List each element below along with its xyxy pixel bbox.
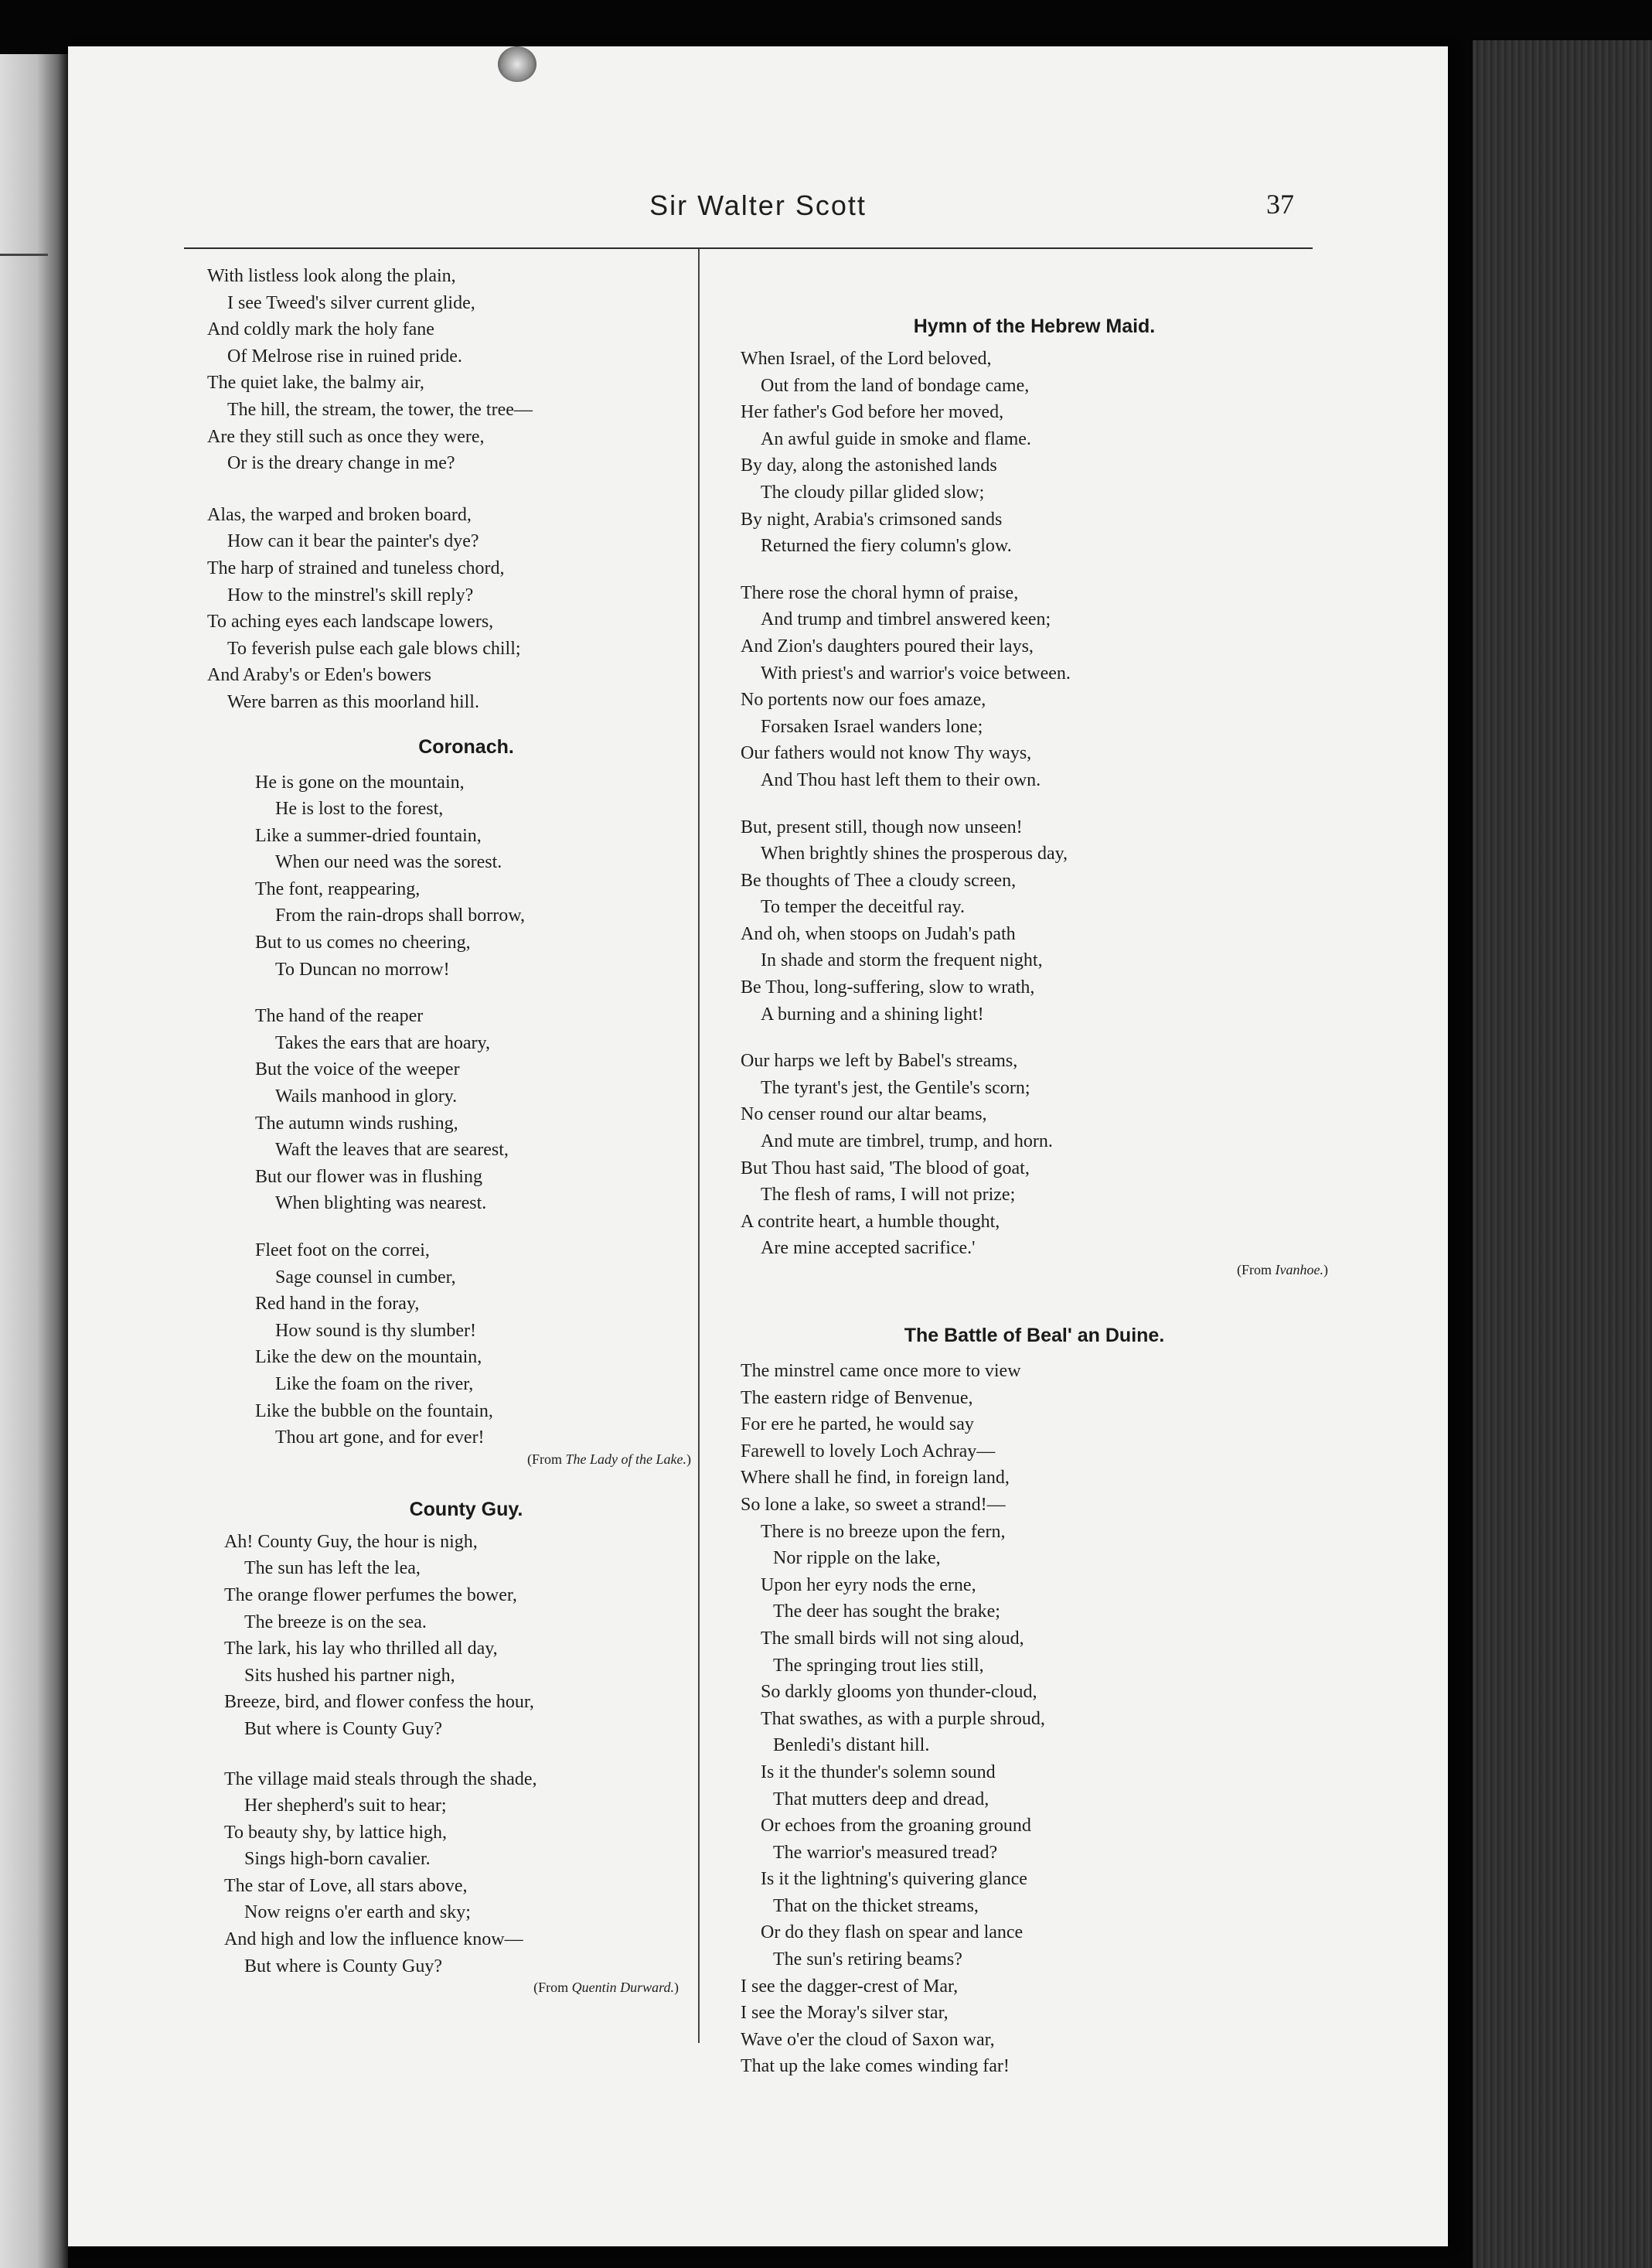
poem-line: The minstrel came once more to view [741,1361,1021,1381]
poem-line: When Israel, of the Lord beloved, [741,349,992,369]
poem-line: The springing trout lies still, [773,1655,984,1676]
attribution-work: Quentin Durward. [571,1980,674,1996]
poem-line: Like the bubble on the fountain, [255,1400,493,1421]
poem-line: And mute are timbrel, trump, and horn. [761,1131,1053,1152]
poem-line: Now reigns o'er earth and sky; [244,1902,471,1923]
poem-line: The breeze is on the sea. [244,1611,427,1632]
poem-line: A contrite heart, a humble thought, [741,1211,1000,1232]
poem-line: Farewell to lovely Loch Achray— [741,1441,996,1461]
book-page-stack [1473,40,1652,2268]
poem-line: Is it the lightning's quivering glance [761,1869,1027,1890]
attribution: (From The Lady of the Lake.) [527,1451,691,1467]
poem-line: And Thou hast left them to their own. [761,769,1041,790]
poem-line: Are they still such as once they were, [207,426,485,447]
poem-line: Like the dew on the mountain, [255,1347,482,1368]
poem-line: There is no breeze upon the fern, [761,1521,1006,1542]
poem-line: I see Tweed's silver current glide, [227,292,475,313]
poem-line: There rose the choral hymn of praise, [741,582,1019,603]
poem-line: And Araby's or Eden's bowers [207,665,431,686]
poem-line: Is it the thunder's solemn sound [761,1762,996,1782]
poem-line: Waft the leaves that are searest, [275,1140,509,1161]
poem-line: In shade and storm the frequent night, [761,950,1043,971]
poem-line: The cloudy pillar glided slow; [761,482,985,503]
poem-line: Thou art gone, and for ever! [275,1427,485,1448]
attribution: (From Ivanhoe.) [1237,1262,1328,1277]
poem-line: Ah! County Guy, the hour is nigh, [224,1531,478,1552]
poem-line: Alas, the warped and broken board, [207,504,472,525]
poem-line: Upon her eyry nods the erne, [761,1574,976,1595]
poem-line: By day, along the astonished lands [741,455,997,476]
poem-line: To beauty shy, by lattice high, [224,1822,448,1843]
poem-line: And Zion's daughters poured their lays, [741,636,1034,657]
column-divider [698,249,700,2043]
poem-line: The warrior's measured tread? [773,1842,998,1863]
poem-line: From the rain-drops shall borrow, [275,905,526,926]
poem-line: With listless look along the plain, [207,266,456,286]
facing-page-edge [0,54,68,2268]
poem-line: The hand of the reaper [255,1006,424,1027]
poem-line: But where is County Guy? [244,1956,442,1976]
poem-line: How sound is thy slumber! [275,1320,476,1341]
poem-line: Our harps we left by Babel's streams, [741,1051,1018,1072]
poem-line: That mutters deep and dread, [773,1789,989,1809]
poem-line: The hill, the stream, the tower, the tree— [227,399,533,420]
poem-line: The eastern ridge of Benvenue, [741,1387,973,1408]
poem-line: Her shepherd's suit to hear; [244,1796,447,1816]
poem-line: That up the lake comes winding far! [741,2056,1010,2077]
poem-line: A burning and a shining light! [761,1004,984,1025]
poem-line: When our need was the sorest. [275,852,502,873]
poem-line: Out from the land of bondage came, [761,375,1030,396]
poem-line: Were barren as this moorland hill. [227,691,479,712]
poem-line: Returned the fiery column's glow. [761,536,1012,557]
poem-line: Where shall he find, in foreign land, [741,1468,1010,1489]
poem-title: County Guy. [409,1498,523,1520]
poem-line: He is gone on the mountain, [255,772,465,793]
poem-line: Sits hushed his partner nigh, [244,1665,455,1686]
poem-line: Our fathers would not know Thy ways, [741,743,1032,764]
poem-line: But the voice of the weeper [255,1059,460,1080]
poem-line: But Thou hast said, 'The blood of goat, [741,1158,1030,1178]
poem-title: Hymn of the Hebrew Maid. [913,315,1156,337]
poem-line: When brightly shines the prosperous day, [761,844,1068,865]
poem-line: Breeze, bird, and flower confess the hour, [224,1692,534,1713]
poem-line: Or echoes from the groaning ground [761,1816,1031,1837]
poem-line: The village maid steals through the shade, [224,1768,537,1789]
poem-line: How can it bear the painter's dye? [227,531,479,552]
poem-line: The star of Love, all stars above, [224,1875,468,1896]
header-rule [184,247,1313,249]
poem-line: Red hand in the foray, [255,1294,420,1315]
poem-line: That on the thicket streams, [773,1895,979,1916]
poem-line: No portents now our foes amaze, [741,690,986,711]
poem-line: Of Melrose rise in ruined pride. [227,346,462,367]
poem-line: Nor ripple on the lake, [773,1548,941,1569]
poem-line: The flesh of rams, I will not prize; [761,1185,1016,1206]
poem-line: To Duncan no morrow! [275,959,450,980]
poem-line: But to us comes no cheering, [255,933,471,953]
poem-line: The sun has left the lea, [244,1558,421,1579]
running-head: Sir Walter Scott [649,189,867,221]
poem-line: When blighting was nearest. [275,1193,487,1214]
poem-line: And trump and timbrel answered keen; [761,609,1051,630]
poem-line: To feverish pulse each gale blows chill; [227,638,521,659]
poem-line: But our flower was in flushing [255,1166,482,1187]
poem-line: With priest's and warrior's voice between. [761,663,1071,684]
poem-line: Her father's God before her moved, [741,402,1004,423]
attribution-work: Ivanhoe. [1275,1262,1323,1277]
scan-blemish [498,46,536,82]
poem-line: And oh, when stoops on Judah's path [741,923,1016,944]
poem-line: Like the foam on the river, [275,1373,474,1394]
poem-line: The orange flower perfumes the bower, [224,1584,517,1605]
poem-line: An awful guide in smoke and flame. [761,428,1031,449]
poem-line: Be thoughts of Thee a cloudy screen, [741,870,1017,891]
poem-line: The tyrant's jest, the Gentile's scorn; [761,1077,1030,1098]
poem-line: The autumn winds rushing, [255,1113,458,1134]
poem-line: The quiet lake, the balmy air, [207,373,424,394]
poem-line: The sun's retiring beams? [773,1949,962,1970]
poem-line: Benledi's distant hill. [773,1735,930,1756]
poem-title: Coronach. [418,735,514,758]
left-column [207,263,694,1996]
poem-line: Takes the ears that are hoary, [275,1032,490,1053]
poem-line: And high and low the influence know— [224,1929,523,1950]
poem-line: I see the dagger-crest of Mar, [741,1976,959,1997]
poem-line: To temper the deceitful ray. [761,897,965,918]
poem-line: By night, Arabia's crimsoned sands [741,509,1003,530]
poem-line: Or do they flash on spear and lance [761,1922,1024,1943]
poem-line: And coldly mark the holy fane [207,319,434,340]
poem-line: So darkly glooms yon thunder-cloud, [761,1682,1037,1703]
right-column [741,263,1328,2080]
poem-title: The Battle of Beal' an Duine. [904,1325,1165,1346]
poem-line: Fleet foot on the correi, [255,1240,430,1260]
poem-line: Wave o'er the cloud of Saxon war, [741,2029,995,2050]
poem-line: That swathes, as with a purple shroud, [761,1708,1045,1729]
poem-line: Forsaken Israel wanders lone; [761,716,983,737]
poem-line: The harp of strained and tuneless chord, [207,558,505,578]
poem-line: But where is County Guy? [244,1718,442,1739]
poem-line: The font, reappearing, [255,878,421,899]
poem-line: Like a summer-dried fountain, [255,825,482,846]
page-number: 37 [1266,189,1294,220]
poem-line: Sings high-born cavalier. [244,1849,431,1870]
poem-line: The small birds will not sing aloud, [761,1628,1024,1649]
facing-page-rule [0,254,48,256]
poem-line: He is lost to the forest, [275,799,444,820]
poem-line: I see the Moray's silver star, [741,2003,949,2024]
poem-line: Sage counsel in cumber, [275,1267,456,1287]
poem-line: To aching eyes each landscape lowers, [207,612,494,633]
book-page [68,46,1448,2246]
poem-line: The lark, his lay who thrilled all day, [224,1639,498,1659]
attribution-work: The Lady of the Lake. [565,1451,686,1467]
poem-line: So lone a lake, so sweet a strand!— [741,1494,1006,1515]
poem-line: Or is the dreary change in me? [227,453,455,474]
poem-line: Be Thou, long-suffering, slow to wrath, [741,977,1035,998]
poem-line: Wails manhood in glory. [275,1086,458,1107]
poem-line: But, present still, though now unseen! [741,817,1023,837]
poem-line: No censer round our altar beams, [741,1104,987,1125]
poem-line: For ere he parted, he would say [741,1414,974,1435]
poem-line: The deer has sought the brake; [773,1601,1000,1622]
attribution: (From Quentin Durward.) [533,1980,679,1996]
poem-line: How to the minstrel's skill reply? [227,585,474,605]
poem-line: Are mine accepted sacrifice.' [761,1238,976,1259]
